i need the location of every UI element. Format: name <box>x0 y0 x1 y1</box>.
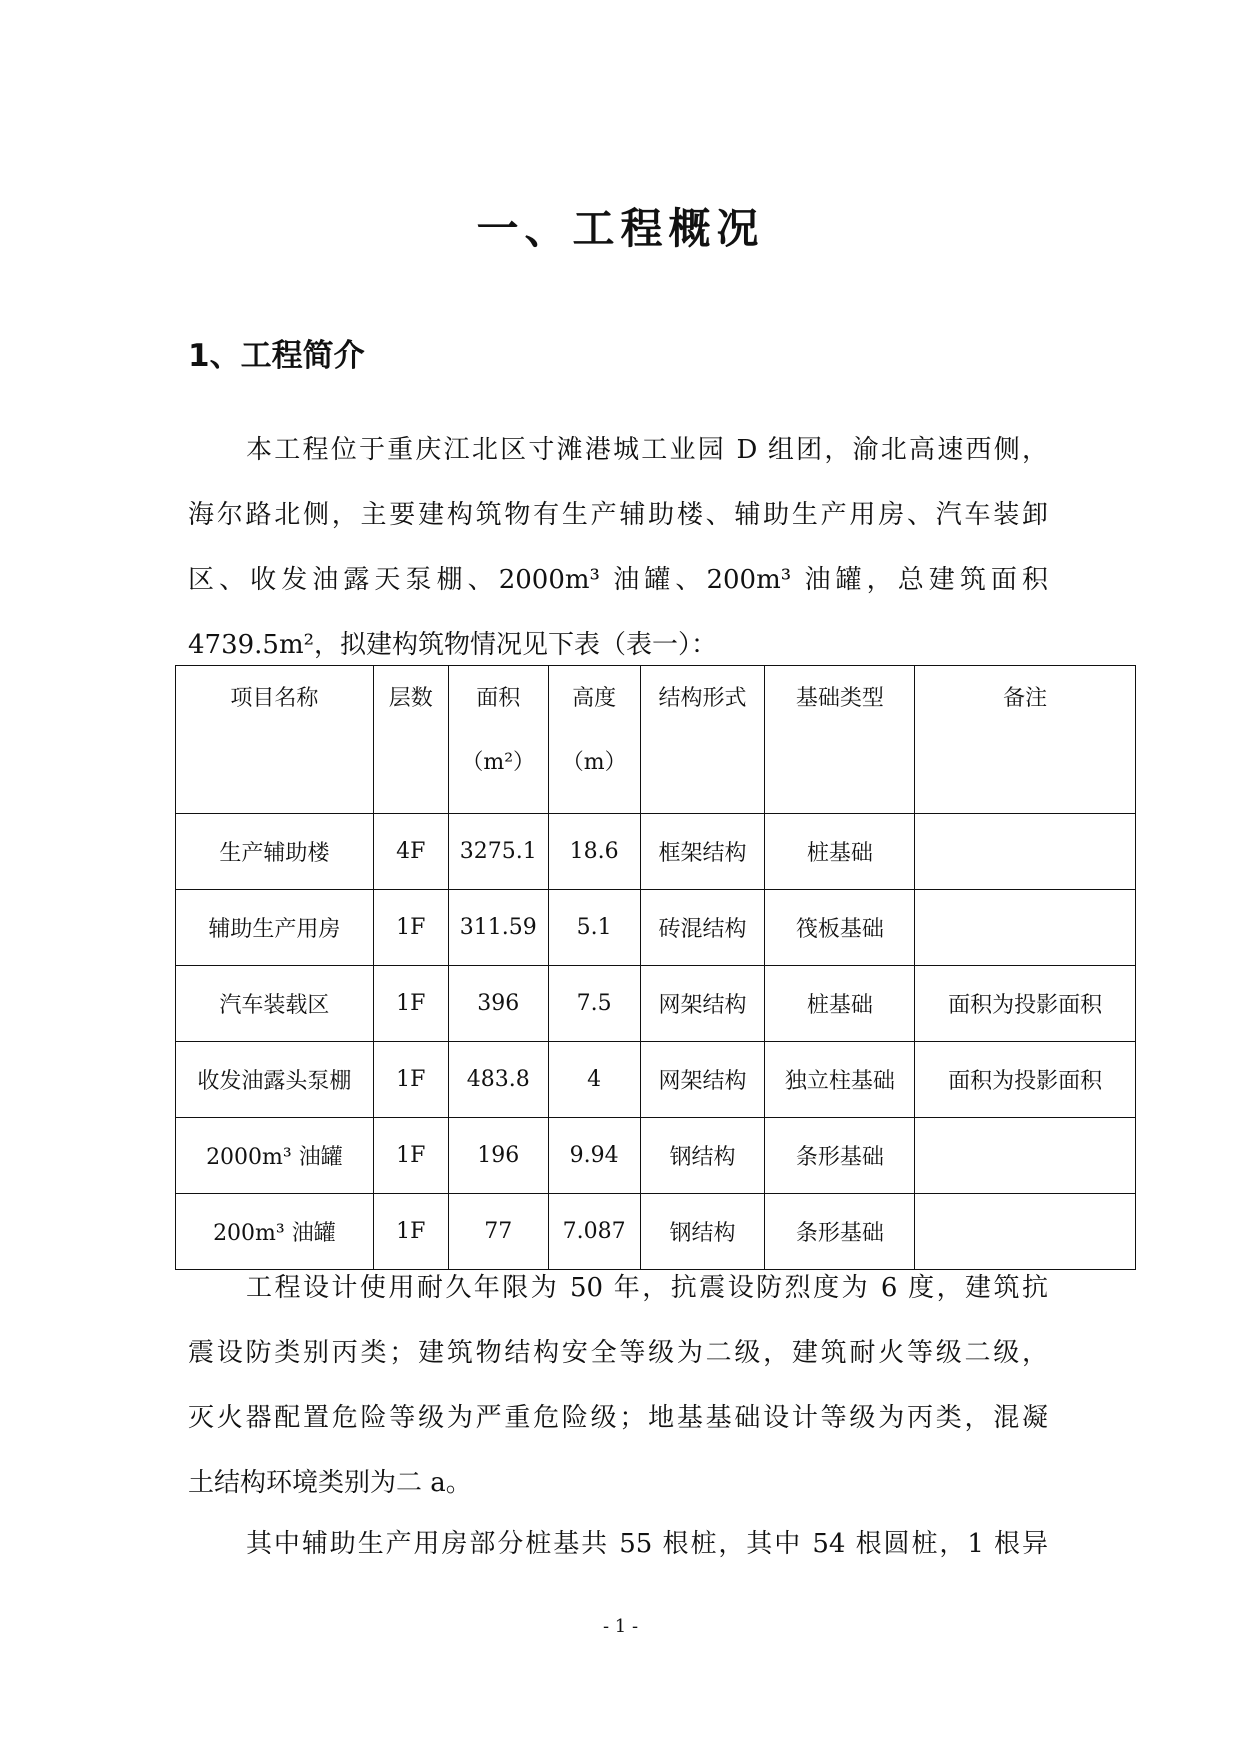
table-cell: 独立柱基础 <box>765 1042 915 1118</box>
table-cell: 196 <box>448 1118 548 1194</box>
pile-paragraph <box>188 1512 1048 1577</box>
table-cell: 条形基础 <box>765 1118 915 1194</box>
table-cell: 网架结构 <box>640 1042 765 1118</box>
table-cell: 7.5 <box>548 966 640 1042</box>
table-row <box>176 1042 1136 1118</box>
table-row <box>176 814 1136 890</box>
table-cell: 2000m³ 油罐 <box>176 1118 374 1194</box>
page-number: - 1 - <box>602 1616 639 1637</box>
table-row <box>176 890 1136 966</box>
table-cell: 桩基础 <box>765 814 915 890</box>
table-cell: 1F <box>373 1118 448 1194</box>
table-cell: 1F <box>373 890 448 966</box>
header-cell: 基础类型 <box>765 666 915 814</box>
table-cell: 396 <box>448 966 548 1042</box>
table-cell: 汽车装载区 <box>176 966 374 1042</box>
table-header-row <box>176 666 1136 814</box>
intro-paragraph <box>188 418 1048 678</box>
design-line: 工程设计使用耐久年限为 50 年，抗震设防烈度为 6 度，建筑抗 <box>246 1273 1048 1303</box>
table-row <box>176 1118 1136 1194</box>
design-line: 震设防类别丙类；建筑物结构安全等级为二级，建筑耐火等级二级， <box>188 1338 1048 1368</box>
table-cell: 3275.1 <box>448 814 548 890</box>
intro-line: 本工程位于重庆江北区寸滩港城工业园 D 组团，渝北高速西侧， <box>246 435 1048 465</box>
table-cell: 钢结构 <box>640 1194 765 1270</box>
table-cell: 面积为投影面积 <box>915 1042 1136 1118</box>
table-cell: 200m³ 油罐 <box>176 1194 374 1270</box>
table-cell: 网架结构 <box>640 966 765 1042</box>
design-paragraph <box>188 1256 1048 1516</box>
table-cell: 77 <box>448 1194 548 1270</box>
table-cell: 条形基础 <box>765 1194 915 1270</box>
table-cell <box>915 890 1136 966</box>
table-row <box>176 966 1136 1042</box>
table-cell <box>915 1118 1136 1194</box>
table-cell: 框架结构 <box>640 814 765 890</box>
header-cell: 面积 （m²） <box>448 666 548 814</box>
header-cell: 高度 （m） <box>548 666 640 814</box>
table-cell: 生产辅助楼 <box>176 814 374 890</box>
table-cell: 483.8 <box>448 1042 548 1118</box>
table-cell: 1F <box>373 966 448 1042</box>
table-cell: 1F <box>373 1042 448 1118</box>
intro-line: 4739.5m²，拟建构筑物情况见下表（表一）： <box>188 630 718 660</box>
design-line: 灭火器配置危险等级为严重危险级；地基基础设计等级为丙类，混凝 <box>188 1403 1048 1433</box>
header-cell: 项目名称 <box>176 666 374 814</box>
header-cell: 层数 <box>373 666 448 814</box>
table-cell: 1F <box>373 1194 448 1270</box>
pile-line: 其中辅助生产用房部分桩基共 55 根桩，其中 54 根圆桩，1 根异 <box>246 1529 1048 1559</box>
intro-line: 区、收发油露天泵棚、2000m³ 油罐、200m³ 油罐，总建筑面积 <box>188 565 1048 595</box>
page-title: 一、工程概况 <box>476 204 765 253</box>
table-cell: 筏板基础 <box>765 890 915 966</box>
table-cell: 面积为投影面积 <box>915 966 1136 1042</box>
header-cell: 结构形式 <box>640 666 765 814</box>
design-line: 土结构环境类别为二 a。 <box>188 1468 472 1498</box>
table-cell: 桩基础 <box>765 966 915 1042</box>
table-cell: 9.94 <box>548 1118 640 1194</box>
header-cell: 备注 <box>915 666 1136 814</box>
building-table <box>175 665 1136 1270</box>
table-cell: 5.1 <box>548 890 640 966</box>
table-cell: 收发油露头泵棚 <box>176 1042 374 1118</box>
table-cell: 钢结构 <box>640 1118 765 1194</box>
table-cell: 18.6 <box>548 814 640 890</box>
intro-line: 海尔路北侧，主要建构筑物有生产辅助楼、辅助生产用房、汽车装卸 <box>188 500 1048 530</box>
table-cell: 311.59 <box>448 890 548 966</box>
table-cell: 砖混结构 <box>640 890 765 966</box>
table-cell: 7.087 <box>548 1194 640 1270</box>
table-cell: 4F <box>373 814 448 890</box>
table-cell: 4 <box>548 1042 640 1118</box>
table-cell <box>915 814 1136 890</box>
section-heading: 1、工程简介 <box>188 338 365 374</box>
table-cell: 辅助生产用房 <box>176 890 374 966</box>
